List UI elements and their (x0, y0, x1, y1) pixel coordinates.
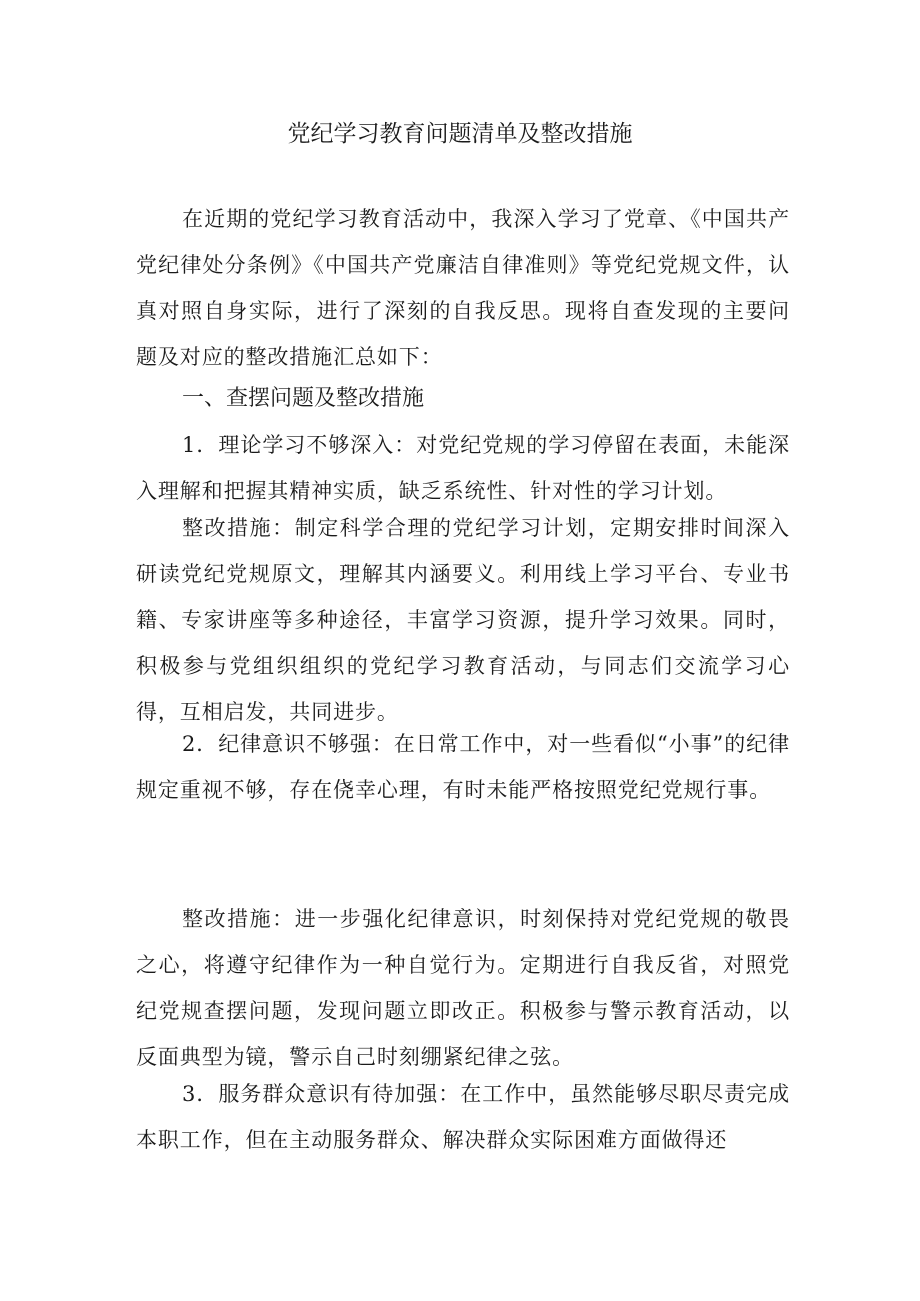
document-title: 党纪学习教育问题清单及整改措施 (287, 121, 633, 147)
section-heading: 一、查摆问题及整改措施 (182, 386, 425, 411)
intro-paragraph: 在近期的党纪学习教育活动中，我深入学习了党章、《中国共产党纪律处分条例》《中国共产党廉洁自律准则》等党纪党规文件，认真对照自身实际，进行了深刻的自我反思。现将自查发现的主要问题及对应的整改措施汇总如下： (136, 207, 790, 369)
problem-1-paragraph: 1．理论学习不够深入：对党纪党规的学习停留在表面，未能深入理解和把握其精神实质，缺乏系统性、针对性的学习计划。 (136, 433, 790, 503)
problem-3-paragraph: 3．服务群众意识有待加强：在工作中，虽然能够尽职尽责完成本职工作，但在主动服务群众、解决群众实际困难方面做得还 (136, 1082, 790, 1152)
problem-2-paragraph: 2．纪律意识不够强：在日常工作中，对一些看似“小事”的纪律规定重视不够，存在侥幸心理，有时未能严格按照党纪党规行事。 (136, 732, 790, 802)
measure-2-paragraph: 整改措施：进一步强化纪律意识，时刻保持对党纪党规的敬畏之心，将遵守纪律作为一种自觉行为。定期进行自我反省，对照党纪党规查摆问题，发现问题立即改正。积极参与警示教育活动，以反面典型为镜，警示自己时刻绷紧纪律之弦。 (136, 907, 790, 1069)
measure-1-paragraph: 整改措施：制定科学合理的党纪学习计划，定期安排时间深入研读党纪党规原文，理解其内涵要义。利用线上学习平台、专业书籍、专家讲座等多种途径，丰富学习资源，提升学习效果。同时，积极参与党组织组织的党纪学习教育活动，与同志们交流学习心得，互相启发，共同进步。 (136, 516, 790, 724)
